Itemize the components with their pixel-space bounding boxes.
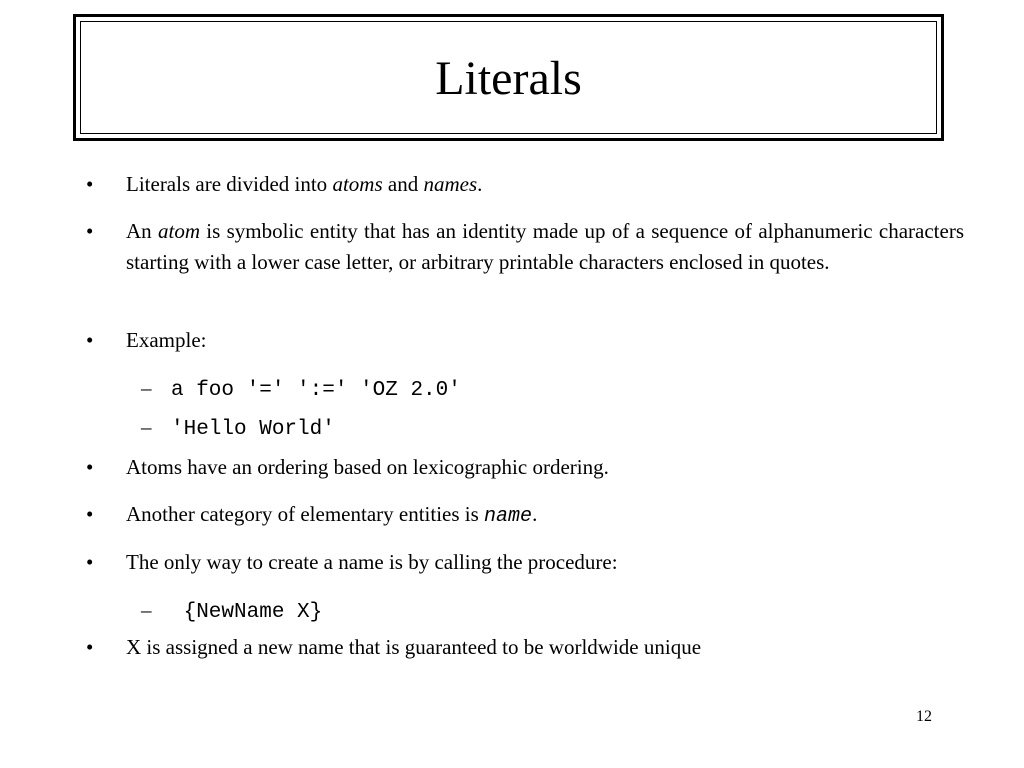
bullet-unique-name bbox=[86, 632, 964, 663]
page-number: 12 bbox=[916, 708, 932, 725]
bullet-text: Atoms have an ordering based on lexicographic ordering. bbox=[126, 455, 609, 479]
text-segment: Literals are divided into bbox=[126, 172, 333, 196]
bullet-literals-divided bbox=[86, 169, 964, 200]
bullet-marker: • bbox=[86, 172, 94, 196]
title-frame bbox=[73, 14, 944, 141]
bullet-create-name bbox=[86, 547, 964, 578]
text-segment: is symbolic entity that has an identity made up of a sequence of alphanumeric characters starting with a lower case letter, or arbitrary printable characters enclosed in quotes. bbox=[126, 219, 965, 274]
bullet-marker: • bbox=[86, 635, 94, 659]
bullet-atom-ordering bbox=[86, 452, 964, 483]
code-name: name bbox=[484, 505, 533, 528]
bullet-text: The only way to create a name is by calling the procedure: bbox=[126, 550, 618, 574]
bullet-text bbox=[126, 216, 964, 278]
sub-bullet-marker: – bbox=[141, 376, 152, 400]
bullet-atom-definition bbox=[86, 216, 964, 278]
bullet-marker: • bbox=[86, 328, 94, 352]
slide-title: Literals bbox=[435, 51, 582, 105]
text-segment: An bbox=[126, 219, 158, 243]
bullet-text bbox=[126, 169, 964, 200]
bullet-marker: • bbox=[86, 550, 94, 574]
bullet-example bbox=[86, 325, 964, 356]
term-names: names bbox=[423, 172, 478, 196]
code-hello-world: 'Hello World' bbox=[171, 418, 335, 441]
code-newname: {NewName X} bbox=[171, 601, 323, 624]
sub-bullet-marker: – bbox=[141, 598, 152, 622]
text-segment: Another category of elementary entities is bbox=[126, 502, 485, 526]
sub-bullet-newname bbox=[141, 596, 322, 627]
bullet-marker: • bbox=[86, 502, 94, 526]
text-segment: and bbox=[382, 172, 424, 196]
bullet-text: Example: bbox=[126, 328, 207, 352]
bullet-name-category bbox=[86, 499, 964, 532]
code-atom-examples: a foo '=' ':=' 'OZ 2.0' bbox=[171, 379, 461, 402]
bullet-text: X is assigned a new name that is guaranteed to be worldwide unique bbox=[126, 635, 702, 659]
sub-bullet-hello-world bbox=[141, 413, 335, 444]
text-segment: . bbox=[532, 502, 538, 526]
bullet-marker: • bbox=[86, 455, 94, 479]
sub-bullet-marker: – bbox=[141, 415, 152, 439]
text-segment: . bbox=[477, 172, 483, 196]
term-atoms: atoms bbox=[332, 172, 383, 196]
bullet-marker: • bbox=[86, 219, 94, 243]
term-atom: atom bbox=[157, 219, 200, 243]
sub-bullet-atom-examples bbox=[141, 374, 461, 405]
title-frame-inner bbox=[80, 21, 937, 134]
bullet-text bbox=[126, 499, 964, 532]
